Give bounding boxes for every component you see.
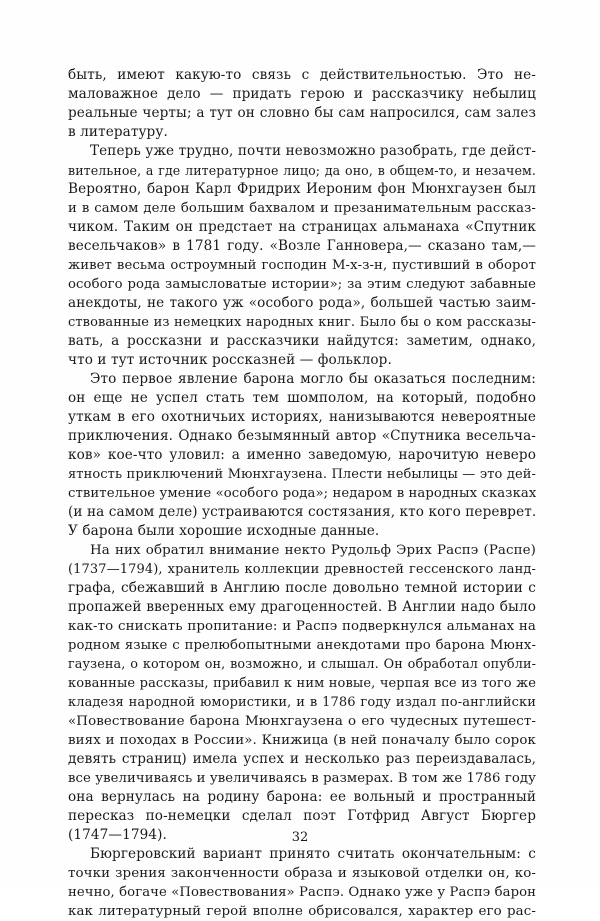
text-line: Вероятно, барон Карл Фридрих Иероним фон Мюнхгаузен был: [68, 181, 536, 197]
text-line: пересказ по-немецки сделал поэт Готфрид Август Бюргер: [68, 808, 536, 824]
text-line: девять страниц) имела успех и несколько раз переиздавалась,: [68, 751, 536, 767]
page-number: 32: [291, 830, 309, 845]
text-line: ствованные из немецких народных книг. Было бы о ком рассказы-: [68, 315, 536, 330]
text-line: в литературу.: [68, 124, 168, 140]
text-line: приключения. Однако безымянный автор «Спутника весельча-: [68, 428, 536, 444]
text-line: уткам в его охотничьих историях, нанизываются невероятные: [68, 409, 536, 425]
text-line: он еще не успел стать тем шомполом, на который, подобно: [68, 390, 536, 406]
text-line: На них обратил внимание некто Рудольф Эрих Распэ (Распе): [90, 543, 536, 558]
text-line: виях и походах в России». Книжица (в ней поначалу было сорок: [68, 733, 536, 748]
text-line: вать, а россказни и рассказчики найдутся: заметим, однако,: [68, 333, 536, 349]
text-line: кованные рассказы, прибавил к ним новые, черпая все из того же: [68, 676, 536, 691]
text-line: вительное, а где литературное лицо; да оно, в общем-то, и незачем.: [68, 163, 536, 178]
text-line: что и тут источник россказней — фольклор.: [68, 352, 392, 368]
text-line: особого рода замысловатые истории»; за этим следуют забавные: [68, 277, 536, 292]
text-line: анекдоты, не такого уж «особого рода», большей частью заим-: [68, 295, 536, 311]
text-line: быть, имеют какую-то связь с действительностью. Это не-: [68, 67, 536, 83]
text-line: все увеличиваясь и увеличиваясь в размерах. В том же 1786 году: [68, 771, 536, 786]
text-line: весельчаков» в 1781 году. «Возле Ганновера,— сказано там,—: [68, 238, 536, 254]
text-line: У барона были хорошие исходные данные.: [68, 523, 380, 539]
body-text: [68, 66, 536, 921]
text-line: (1747—1794).: [68, 827, 167, 843]
text-line: родном языке с прелюбопытными анекдотами про барона Мюнх-: [68, 638, 536, 653]
text-line: Теперь уже трудно, почти невозможно разобрать, где дейст-: [90, 143, 536, 159]
text-line: Это первое явление барона могло бы оказаться последним:: [90, 371, 536, 387]
text-line: как-то снискать пропитание: и Распэ подверкнулся альманах на: [68, 619, 536, 634]
text-line: нечно, богаче «Повествования» Распэ. Однако уже у Распэ барон: [68, 885, 536, 900]
text-line: она вернулась на родину барона: ее вольный и пространный: [68, 789, 536, 805]
text-line: ствительное умение «особого рода»; недаром в народных сказках: [68, 486, 536, 501]
text-line: маловажное дело — придать герою и рассказчику небылиц: [68, 86, 536, 102]
text-line: точки зрения законченности образа и языковой отделки он, ко-: [68, 866, 536, 881]
text-line: Бюргеровский вариант принято считать окончательным: с: [90, 846, 536, 862]
text-line: (1737—1794), хранитель коллекции древностей гессенского ланд-: [68, 562, 536, 577]
text-line: пропажей вверенных ему драгоценностей. В Англии надо было: [68, 599, 536, 615]
text-line: реальные черты; а тут он словно бы сам напросился, сам залез: [68, 105, 536, 121]
text-line: ков» кое-что уловил: а именно заведомую, нарочитую неверо: [68, 447, 536, 463]
text-line: графа, сбежавший в Англию после довольно темной истории с: [68, 580, 536, 596]
text-line: «Повествование барона Мюнхгаузена о его чудесных путешест-: [68, 714, 536, 729]
text-line: как литературный герой вполне обрисовался, характер его рас-: [68, 904, 536, 919]
text-line: чиком. Таким он предстает на страницах альманаха «Спутник: [68, 219, 536, 235]
text-line: гаузена, о котором он, возможно, и слышал. Он обработал опубли-: [68, 657, 536, 672]
text-line: и в самом деле большим бахвалом и презанимательным рассказ-: [68, 201, 536, 216]
text-line: (и на самом деле) устраиваются состязания, кто кого переврет.: [68, 504, 536, 520]
text-line: кладезя народной юмористики, и в 1786 году издал по-английски: [68, 695, 536, 710]
text-line: ятность приключений Мюнхгаузена. Плести небылицы — это дей-: [68, 467, 536, 482]
text-line: живет весьма остроумный господин М-х-з-н, пустивший в оборот: [68, 258, 536, 273]
